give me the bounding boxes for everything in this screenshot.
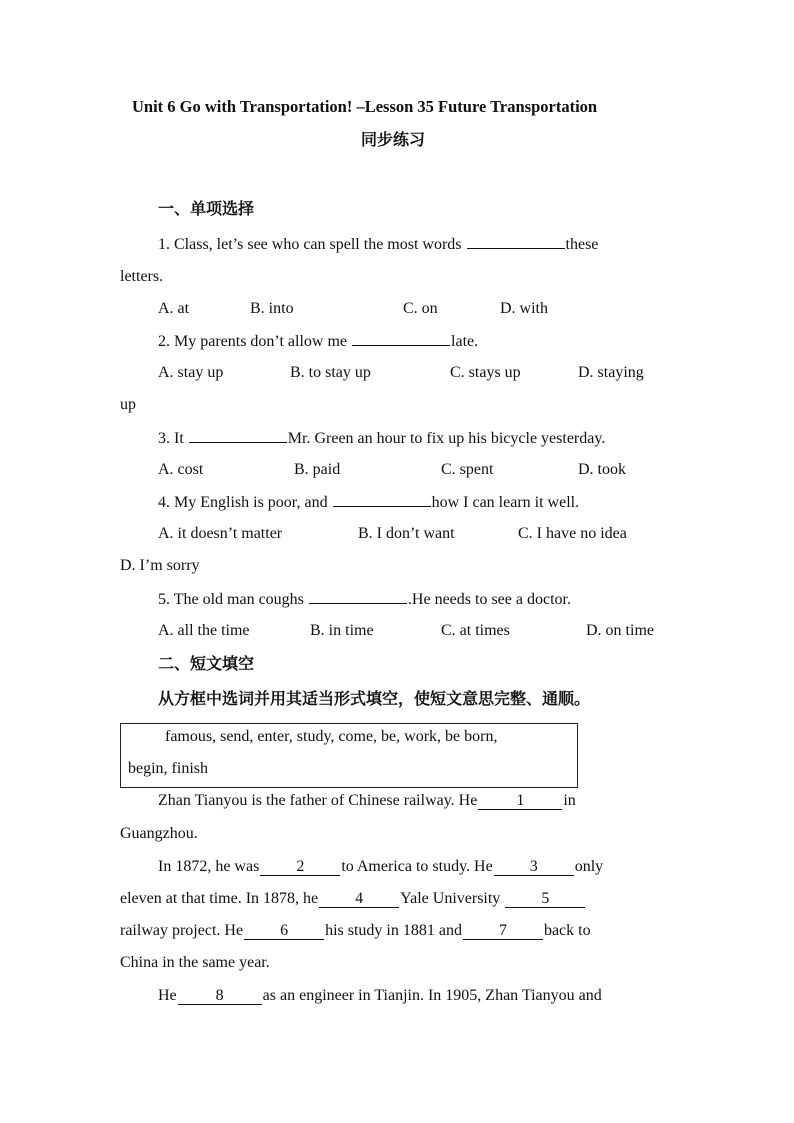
option-a: A. at — [158, 300, 190, 317]
question-5 — [158, 589, 571, 610]
passage-text: in — [563, 792, 576, 809]
word-box-line-1: famous, send, enter, study, come, be, work, be born, — [165, 728, 498, 745]
question-text: late. — [451, 333, 479, 350]
passage-text: only — [574, 858, 604, 875]
option-c: C. spent — [441, 461, 494, 478]
passage-text: railway project. He — [120, 922, 244, 939]
question-4 — [158, 492, 579, 513]
option-c: C. stays up — [450, 364, 521, 381]
passage-line-3 — [158, 857, 603, 877]
answer-blank — [309, 589, 407, 604]
passage-text: to America to study. He — [341, 858, 493, 875]
passage-line-4 — [120, 889, 586, 909]
option-c: C. I have no idea — [518, 525, 627, 542]
numbered-blank: 1 — [478, 793, 562, 810]
numbered-blank: 5 — [505, 891, 585, 908]
option-d: D. took — [578, 461, 626, 478]
option-b: B. to stay up — [290, 364, 371, 381]
section-instruction: 从方框中选词并用其适当形式填空，使短文意思完整、通顺。 — [158, 691, 591, 708]
question-text: these — [565, 236, 599, 253]
option-c: C. at times — [441, 622, 510, 639]
passage-text: eleven at that time. In 1878, he — [120, 890, 319, 907]
passage-line-5 — [120, 921, 591, 941]
passage-text: Zhan Tianyou is the father of Chinese railway. He — [158, 792, 478, 809]
passage-line-1 — [158, 791, 576, 811]
option-b: B. I don’t want — [358, 525, 455, 542]
option-d: D. on time — [586, 622, 654, 639]
passage-line-6: China in the same year. — [120, 954, 270, 971]
option-d: D. I’m sorry — [120, 557, 200, 574]
passage-text: Yale University — [400, 890, 501, 907]
passage-text: his study in 1881 and — [325, 922, 462, 939]
question-text: 4. My English is poor, and — [158, 494, 332, 511]
question-text: how I can learn it well. — [431, 494, 580, 511]
option-a: A. all the time — [158, 622, 250, 639]
answer-blank — [333, 492, 431, 507]
numbered-blank: 8 — [178, 988, 262, 1005]
option-a: A. cost — [158, 461, 204, 478]
word-box-line-2: begin, finish — [128, 760, 208, 777]
question-text: 5. The old man coughs — [158, 591, 308, 608]
numbered-blank: 2 — [260, 859, 340, 876]
option-b: B. in time — [310, 622, 374, 639]
answer-blank — [189, 428, 287, 443]
question-text: Mr. Green an hour to fix up his bicycle yesterday. — [287, 430, 606, 447]
option-d-continued: up — [120, 396, 136, 413]
passage-text: as an engineer in Tianjin. In 1905, Zhan Tianyou and — [262, 987, 602, 1004]
answer-blank — [467, 234, 565, 249]
page-subtitle: 同步练习 — [361, 132, 426, 149]
passage-text: In 1872, he was — [158, 858, 260, 875]
option-b: B. into — [250, 300, 294, 317]
passage-text: He — [158, 987, 177, 1004]
numbered-blank: 4 — [319, 891, 399, 908]
question-text: 1. Class, let’s see who can spell the most words — [158, 236, 466, 253]
numbered-blank: 3 — [494, 859, 574, 876]
option-d: D. staying — [578, 364, 644, 381]
answer-blank — [352, 331, 450, 346]
question-text: 2. My parents don’t allow me — [158, 333, 352, 350]
option-a: A. stay up — [158, 364, 224, 381]
numbered-blank: 6 — [244, 923, 324, 940]
option-b: B. paid — [294, 461, 341, 478]
section-heading-cloze: 二、短文填空 — [158, 656, 255, 673]
question-2 — [158, 331, 478, 352]
option-d: D. with — [500, 300, 548, 317]
option-a: A. it doesn’t matter — [158, 525, 283, 542]
question-text: .He needs to see a doctor. — [407, 591, 571, 608]
passage-text: back to — [543, 922, 591, 939]
section-heading-single-choice: 一、单项选择 — [158, 201, 255, 218]
numbered-blank: 7 — [463, 923, 543, 940]
question-1-continued: letters. — [120, 268, 164, 285]
question-3 — [158, 428, 605, 449]
passage-line-7 — [158, 986, 602, 1006]
question-1 — [158, 234, 598, 255]
question-text: 3. It — [158, 430, 188, 447]
passage-line-2: Guangzhou. — [120, 825, 198, 842]
page-title: Unit 6 Go with Transportation! –Lesson 35 Future Transportation — [132, 97, 598, 116]
option-c: C. on — [403, 300, 438, 317]
